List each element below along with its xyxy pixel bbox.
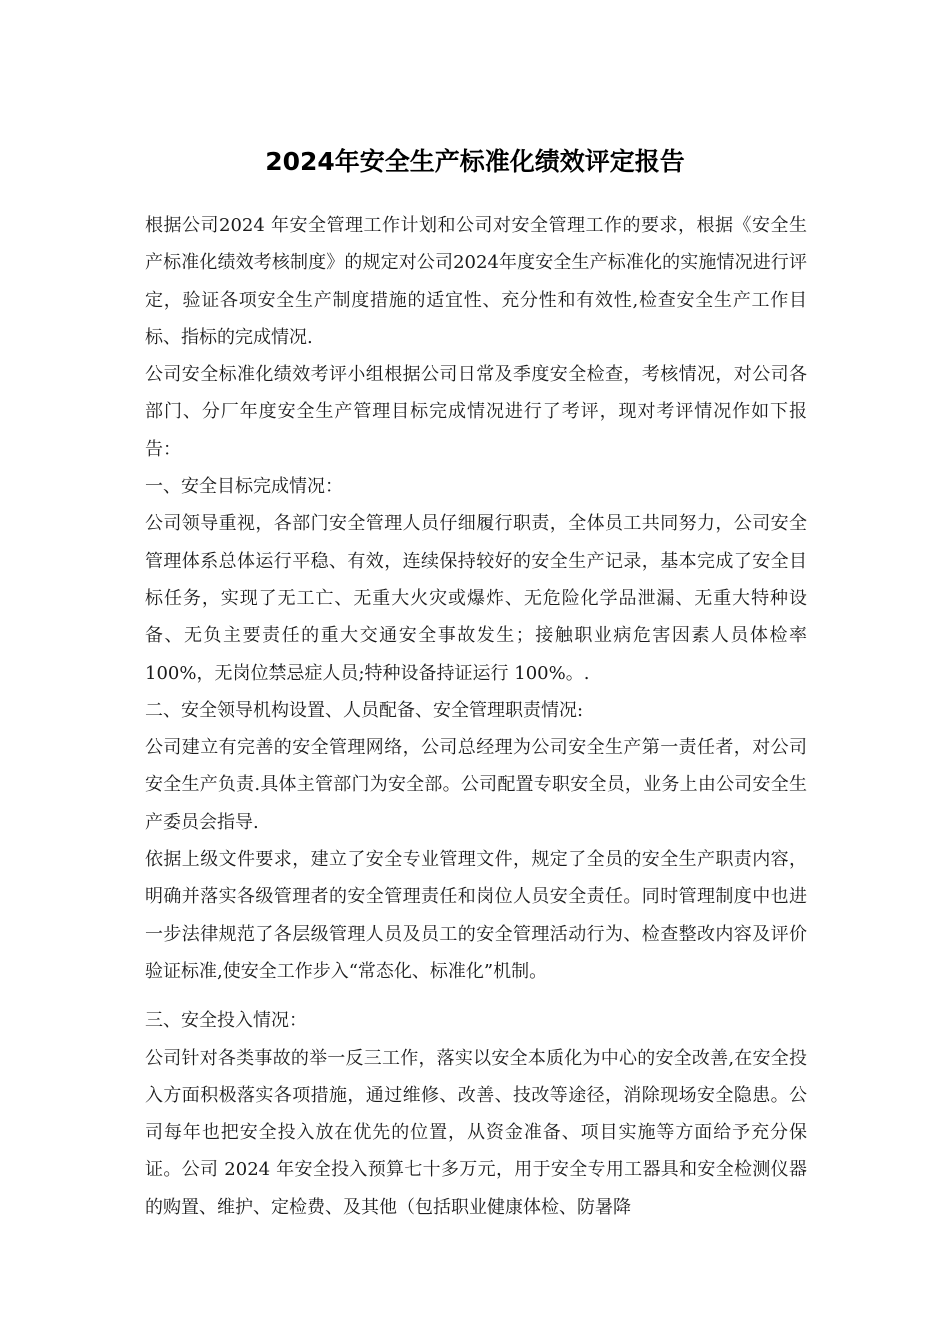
management-network-paragraph: 公司建立有完善的安全管理网络，公司总经理为公司安全生产第一责任者，对公司安全生产负责.具体主管部门为安全部。公司配置专职安全员，业务上由公司安全生产委员会指导. [145, 737, 807, 833]
safety-goal-paragraph: 公司领导重视，各部门安全管理人员仔细履行职责，全体员工共同努力，公司安全管理体系总体运行平稳、有效，连续保持较好的安全生产记录，基本完成了安全目标任务，实现了无工亡、无重大火灾或爆炸、无危险化学品泄漏、无重大特种设备、无负主要责任的重大交通安全事故发生；接触职业病危害因素人员体检率 100%，无岗位禁忌症人员;特种设备持证运行 100%。. [145, 513, 807, 684]
investment-paragraph: 公司针对各类事故的举一反三工作，落实以安全本质化为中心的安全改善,在安全投入方面积极落实各项措施，通过维修、改善、技改等途径，消除现场安全隐患。公司每年也把安全投入放在优先的位置，从资金准备、项目实施等方面给予充分保证。公司 2024 年安全投入预算七十多万元，用于安全专用工器具和安全检测仪器的购置、维护、定检费、及其他（包括职业健康体检、防暑降 [145, 1047, 807, 1218]
evaluation-paragraph: 公司安全标准化绩效考评小组根据公司日常及季度安全检查，考核情况，对公司各部门、分厂年度安全生产管理目标完成情况进行了考评，现对考评情况作如下报告： [145, 364, 807, 460]
responsibility-paragraph: 依据上级文件要求，建立了安全专业管理文件，规定了全员的安全生产职责内容，明确并落实各级管理者的安全管理责任和岗位人员安全责任。同时管理制度中也进一步法律规范了各层级管理人员及员工的安全管理活动行为、检查整改内容及评价验证标准,使安全工作步入“常态化、标准化”机制。 [145, 849, 807, 982]
section-spacer [145, 990, 807, 1002]
document-body [145, 207, 807, 1226]
section-heading-3: 三、安全投入情况： [145, 1010, 307, 1032]
section-heading-1: 一、安全目标完成情况： [145, 476, 343, 498]
section-heading-2: 二、安全领导机构设置、人员配备、安全管理职责情况: [145, 699, 584, 721]
intro-paragraph: 根据公司2024 年安全管理工作计划和公司对安全管理工作的要求，根据《安全生产标准化绩效考核制度》的规定对公司2024年度安全生产标准化的实施情况进行评定，验证各项安全生产制度措施的适宜性、充分性和有效性,检查安全生产工作目标、指标的完成情况. [145, 215, 807, 348]
document-title: 2024年安全生产标准化绩效评定报告 [265, 147, 685, 176]
